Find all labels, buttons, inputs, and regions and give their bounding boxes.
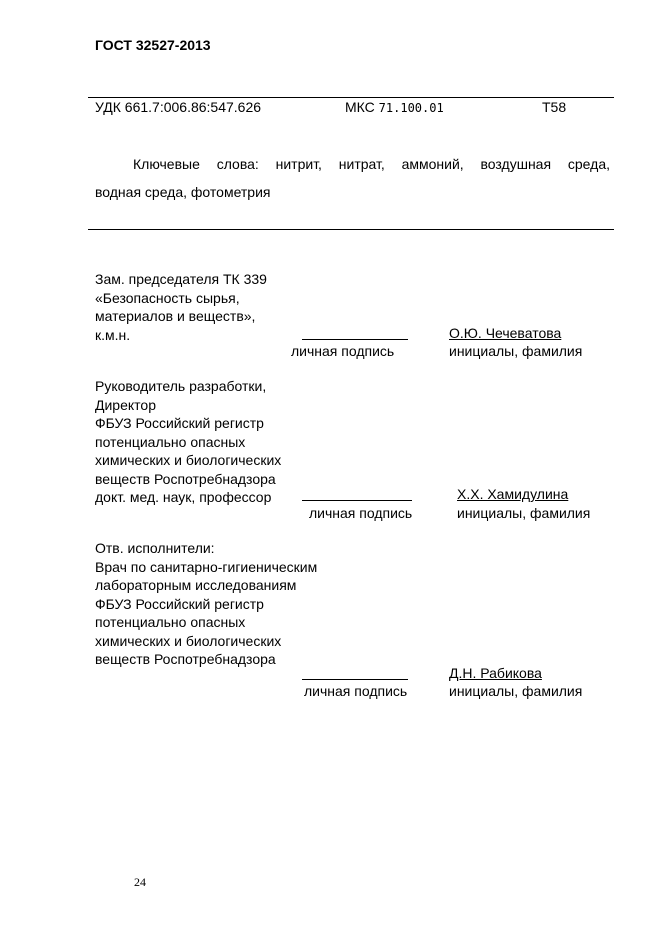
position-line: к.м.н.	[95, 326, 131, 343]
bottom-rule	[88, 229, 614, 230]
signature-line-2	[302, 500, 412, 501]
mks-value: 71.100.01	[378, 101, 444, 115]
position-line: докт. мед. наук, профессор	[95, 489, 272, 505]
signature-line-1	[302, 339, 408, 340]
signature-caption-3: личная подпись	[304, 683, 408, 699]
position-line: Отв. исполнители:	[95, 540, 215, 556]
name-caption-1: инициалы, фамилия	[449, 343, 583, 359]
position-line: Директор	[95, 396, 156, 413]
signature-caption-1: личная подпись	[291, 343, 395, 359]
position-line: Руководитель разработки,	[95, 378, 267, 394]
position-line: Врач по санитарно-гигиеническим	[95, 558, 318, 575]
signatory-name-3: Д.Н. Рабикова	[449, 665, 542, 681]
position-line: материалов и веществ»,	[95, 308, 256, 324]
position-line: ФБУЗ Российский регистр	[95, 595, 264, 612]
position-line: «Безопасность сырья,	[95, 289, 240, 306]
name-caption-2: инициалы, фамилия	[457, 505, 591, 521]
keywords-line-2: водная среда, фотометрия	[95, 184, 271, 200]
position-line: Зам. председателя ТК 339	[95, 271, 267, 287]
position-line: ФБУЗ Российский регистр	[95, 415, 264, 431]
top-rule	[88, 97, 614, 98]
position-line: потенциально опасных	[95, 614, 246, 630]
name-caption-3: инициалы, фамилия	[449, 683, 583, 699]
position-line: лабораторным исследованиям	[95, 577, 297, 593]
signature-line-3	[302, 679, 408, 680]
page-number: 24	[134, 875, 146, 889]
mks-code	[345, 99, 444, 115]
keywords-paragraph	[95, 150, 610, 206]
signature-caption-2: личная подпись	[309, 505, 413, 521]
position-line: веществ Роспотребнадзора	[95, 651, 276, 667]
document-header: ГОСТ 32527-2013	[95, 37, 211, 53]
position-line: веществ Роспотребнадзора	[95, 470, 276, 487]
keywords-line-1: Ключевые слова: нитрит, нитрат, аммоний, воздушная среда,	[133, 156, 610, 172]
mks-label: МКС	[345, 99, 375, 115]
signature-block-2	[95, 377, 281, 507]
signatory-name-1: О.Ю. Чечеватова	[449, 325, 562, 341]
position-line: потенциально опасных	[95, 433, 246, 450]
signature-block-1	[95, 270, 267, 344]
position-line: химических и биологических	[95, 452, 282, 468]
position-line: химических и биологических	[95, 632, 282, 649]
classification-code: Т58	[542, 99, 567, 115]
udk-code: УДК 661.7:006.86:547.626	[95, 99, 262, 115]
signatory-name-2: Х.Х. Хамидулина	[457, 486, 569, 502]
signature-block-3	[95, 539, 317, 669]
